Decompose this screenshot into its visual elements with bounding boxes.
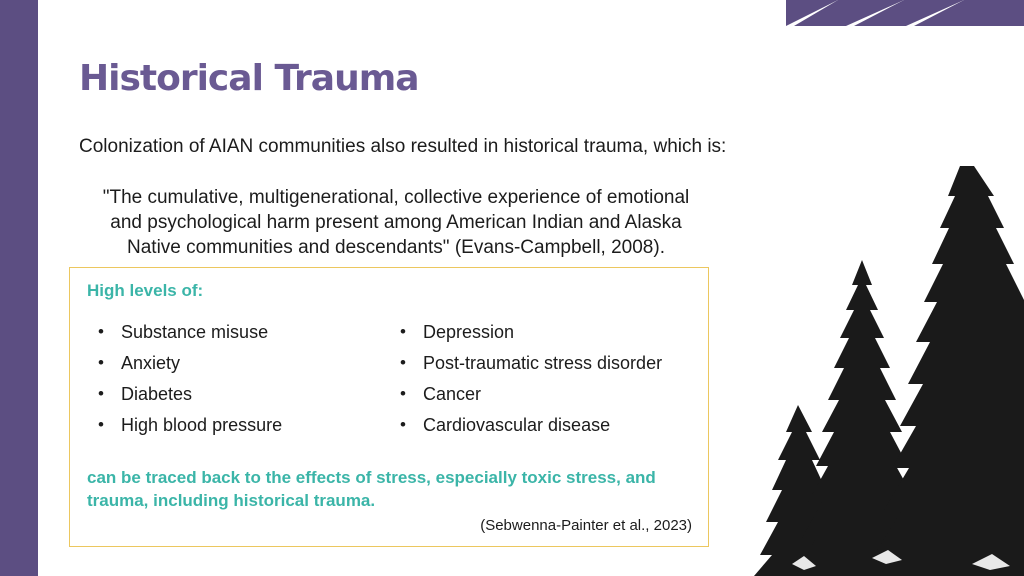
list-item: • Post-traumatic stress disorder	[400, 352, 662, 383]
list-item: • Cardiovascular disease	[400, 414, 662, 445]
list-item: • Substance misuse	[98, 321, 282, 352]
pine-trees-icon	[752, 160, 1024, 576]
outcomes-list-right	[400, 321, 662, 445]
top-triangle-band	[786, 0, 1024, 26]
definition-quote: "The cumulative, multigenerational, collective experience of emotional and psychological harm present among American Indian and Alaska Native communities and descendants" (Evans-Campbell, 2008).	[102, 187, 690, 258]
list-item: • High blood pressure	[98, 414, 282, 445]
list-item: • Depression	[400, 321, 662, 352]
left-accent-bar	[0, 0, 38, 576]
list-item: • Cancer	[400, 383, 662, 414]
box-conclusion: can be traced back to the effects of stress, especially toxic stress, and trauma, including historical trauma.	[87, 468, 656, 510]
health-outcomes-box	[69, 267, 709, 547]
intro-text: Colonization of AIAN communities also resulted in historical trauma, which is:	[79, 136, 727, 157]
outcomes-list-left	[98, 321, 282, 445]
slide-title: Historical Trauma	[79, 58, 419, 99]
box-citation: (Sebwenna-Painter et al., 2023)	[480, 517, 692, 534]
box-heading: High levels of:	[87, 281, 204, 300]
list-item: • Diabetes	[98, 383, 282, 414]
list-item: • Anxiety	[98, 352, 282, 383]
